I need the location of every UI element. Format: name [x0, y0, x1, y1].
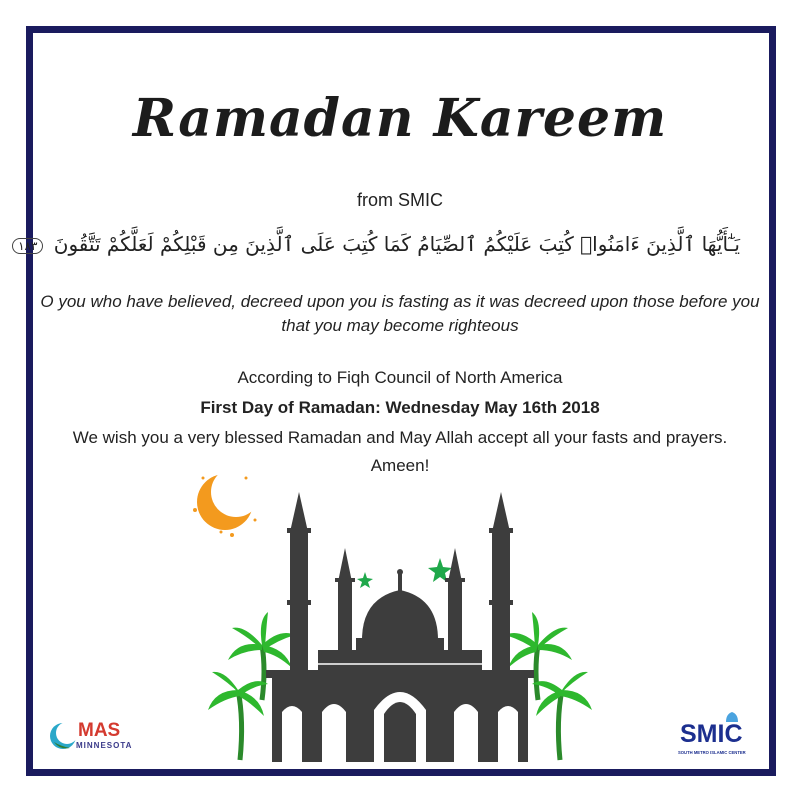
smic-logo-text: SMIC: [680, 720, 743, 748]
crescent-moon-icon: [197, 467, 261, 530]
mas-globe-icon: [48, 720, 78, 756]
wish-line: We wish you a very blessed Ramadan and May Allah accept all your fasts and prayers.: [72, 428, 728, 447]
smic-logo: [680, 712, 750, 760]
verse-translation: O you who have believed, decreed upon you is fasting as it was decreed upon those before you that you may become righteous: [40, 292, 760, 335]
subtitle: from SMIC: [356, 190, 443, 210]
verse-text: يَـٰٓأَيُّهَا ٱلَّذِينَ ءَامَنُوا۟ كُتِبَ عَلَيْكُمُ ٱلصِّيَامُ كَمَا كُتِبَ عَلَى ٱلَّذِينَ مِن قَبْلِكُمْ لَعَلَّكُمْ تَتَّقُونَ: [53, 232, 740, 256]
ayah-number: ١٨٣: [12, 238, 43, 254]
mosque-arch-inner: [384, 702, 416, 762]
smic-logo-subtext: SOUTH METRO ISLAMIC CENTER: [678, 750, 746, 755]
green-star-icon: [357, 558, 452, 588]
first-day-line: First Day of Ramadan: Wednesday May 16th 2018: [200, 398, 600, 417]
mas-logo-text: MAS: [78, 720, 121, 741]
mas-minnesota-logo: [48, 718, 138, 758]
mas-logo-subtext: MINNESOTA: [76, 741, 133, 750]
page-title: Ramadan Kareem: [132, 88, 668, 149]
closing-line: Ameen!: [370, 456, 430, 475]
source-line: According to Fiqh Council of North America: [237, 368, 563, 387]
